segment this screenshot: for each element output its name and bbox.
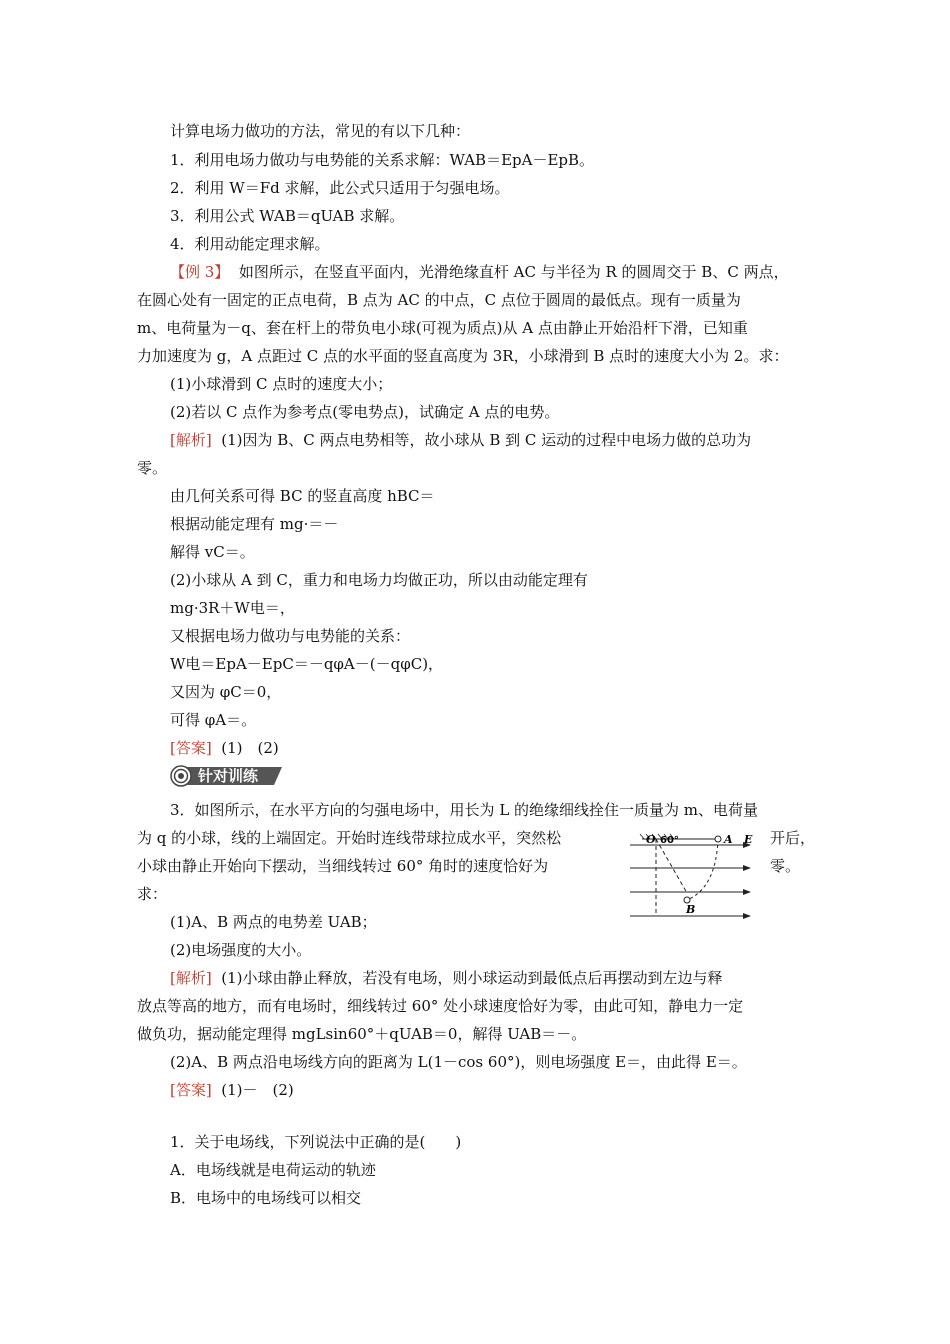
training-question-1: (1)A、B 两点的电势差 UAB； xyxy=(170,913,377,931)
method-1-formula: WAB＝EpA－EpB。 xyxy=(449,151,595,169)
solution-3-line-4: 解得 vC＝。 xyxy=(170,543,255,561)
training-line-1: 3．如图所示，在水平方向的匀强电场中，用长为 L 的绝缘细线拴住一质量为 m、电荷量 xyxy=(170,801,759,819)
training-line-2-end: 开后， xyxy=(770,829,816,847)
solution-3-line-2: 由几何关系可得 BC 的竖直高度 hBC＝ xyxy=(170,487,435,505)
example-3-line-1 xyxy=(170,262,789,282)
solution-3-line-7: 又根据电场力做功与电势能的关系： xyxy=(170,627,411,645)
solution-t3-text-1: (1)小球由静止释放，若没有电场，则小球运动到最低点后再摆动到左边与释 xyxy=(221,969,723,987)
pendulum-diagram xyxy=(620,828,760,924)
label-a: A xyxy=(724,833,733,846)
answer-t3-tag: [答案] xyxy=(170,1081,212,1099)
solution-3-line-8: W电＝EpA－EpC＝－qφA－(－qφC)， xyxy=(170,655,444,673)
training-line-3: 小球由静止开始向下摆动，当细线转过 60° 角时的速度恰好为 xyxy=(137,857,549,875)
example-3-question-2: (2)若以 C 点作为参考点(零电势点)，试确定 A 点的电势。 xyxy=(170,403,560,421)
solution-tag: [解析] xyxy=(170,431,212,449)
exercise-question: 1．关于电场线，下列说法中正确的是( ) xyxy=(170,1133,462,1151)
method-1-text: 1．利用电场力做功与电势能的关系求解： xyxy=(170,151,450,169)
solution-3-line-5: (2)小球从 A 到 C，重力和电场力均做正功，所以由动能定理有 xyxy=(170,571,588,589)
label-b: B xyxy=(686,903,696,916)
solution-3-line-10: 可得 φA＝。 xyxy=(170,711,257,729)
method-1 xyxy=(170,150,594,170)
training-question-2: (2)电场强度的大小。 xyxy=(170,941,312,959)
solution-t3-line-1 xyxy=(170,968,723,988)
training-line-3-end: 零。 xyxy=(770,857,801,875)
solution-t3-line-1c: 做负功，据动能定理得 mgLsin60°＋qUAB＝0，解得 UAB＝－。 xyxy=(137,1025,587,1043)
example-3-question-1: (1)小球滑到 C 点时的速度大小； xyxy=(170,375,393,393)
solution-3-line-3: 根据动能定理有 mg·＝－ xyxy=(170,515,339,533)
label-angle: 60° xyxy=(660,835,679,846)
answer-t3-text: (1)－ (2) xyxy=(221,1081,294,1099)
solution-t3-line-1b: 放点等高的地方，而有电场时，细线转过 60° 处小球速度恰好为零，由此可知，静电力一定 xyxy=(137,997,744,1015)
method-4: 4．利用动能定理求解。 xyxy=(170,235,330,253)
answer-3-text: (1) (2) xyxy=(221,739,279,757)
example-tag: 【例 3】 xyxy=(170,263,230,281)
label-o: O xyxy=(646,833,656,846)
method-3: 3．利用公式 WAB＝qUAB 求解。 xyxy=(170,207,405,225)
exercise-option-b: B．电场中的电场线可以相交 xyxy=(170,1189,362,1207)
example-3-line-4: 力加速度为 g，A 点距过 C 点的水平面的竖直高度为 3R，小球滑到 B 点时的速度大小为 2。求： xyxy=(137,347,789,365)
exercise-option-a: A．电场线就是电荷运动的轨迹 xyxy=(170,1161,376,1179)
pendulum-figure xyxy=(620,828,760,924)
solution-3-line-6: mg·3R＋W电＝， xyxy=(170,599,295,617)
solution-3-line-1b: 零。 xyxy=(137,459,168,477)
label-e: E xyxy=(744,833,753,846)
training-header-label: 针对训练 xyxy=(198,767,259,785)
answer-3 xyxy=(170,738,279,758)
example-3-line-2: 在圆心处有一固定的正点电荷，B 点为 AC 的中点，C 点位于圆周的最低点。现有一质量为 xyxy=(137,291,741,309)
solution-t3-tag: [解析] xyxy=(170,969,212,987)
intro-text: 计算电场力做功的方法，常见的有以下几种： xyxy=(170,122,471,140)
ball-a xyxy=(715,836,721,842)
solution-3-text-1: (1)因为 B、C 两点电势相等，故小球从 B 到 C 运动的过程中电场力做的总功为 xyxy=(221,431,752,449)
training-line-4: 求： xyxy=(137,885,168,903)
example-3-line-3: m、电荷量为－q、套在杆上的带负电小球(可视为质点)从 A 点由静止开始沿杆下滑，已知重 xyxy=(137,319,748,337)
training-line-2: 为 q 的小球，线的上端固定。开始时连线带球拉成水平，突然松 xyxy=(137,829,562,847)
method-2: 2．利用 W＝Fd 求解，此公式只适用于匀强电场。 xyxy=(170,179,510,197)
answer-t3 xyxy=(170,1080,294,1100)
solution-t3-line-2: (2)A、B 两点沿电场线方向的距离为 L(1－cos 60°)，则电场强度 E＝，由此得 E＝。 xyxy=(170,1053,747,1071)
solution-3-line-9: 又因为 φC＝0， xyxy=(170,683,282,701)
solution-3-line-1 xyxy=(170,430,751,450)
answer-tag: [答案] xyxy=(170,739,212,757)
training-header xyxy=(170,765,285,787)
example-3-text-1: 如图所示，在竖直平面内，光滑绝缘直杆 AC 与半径为 R 的圆周交于 B、C 两点， xyxy=(238,263,789,281)
